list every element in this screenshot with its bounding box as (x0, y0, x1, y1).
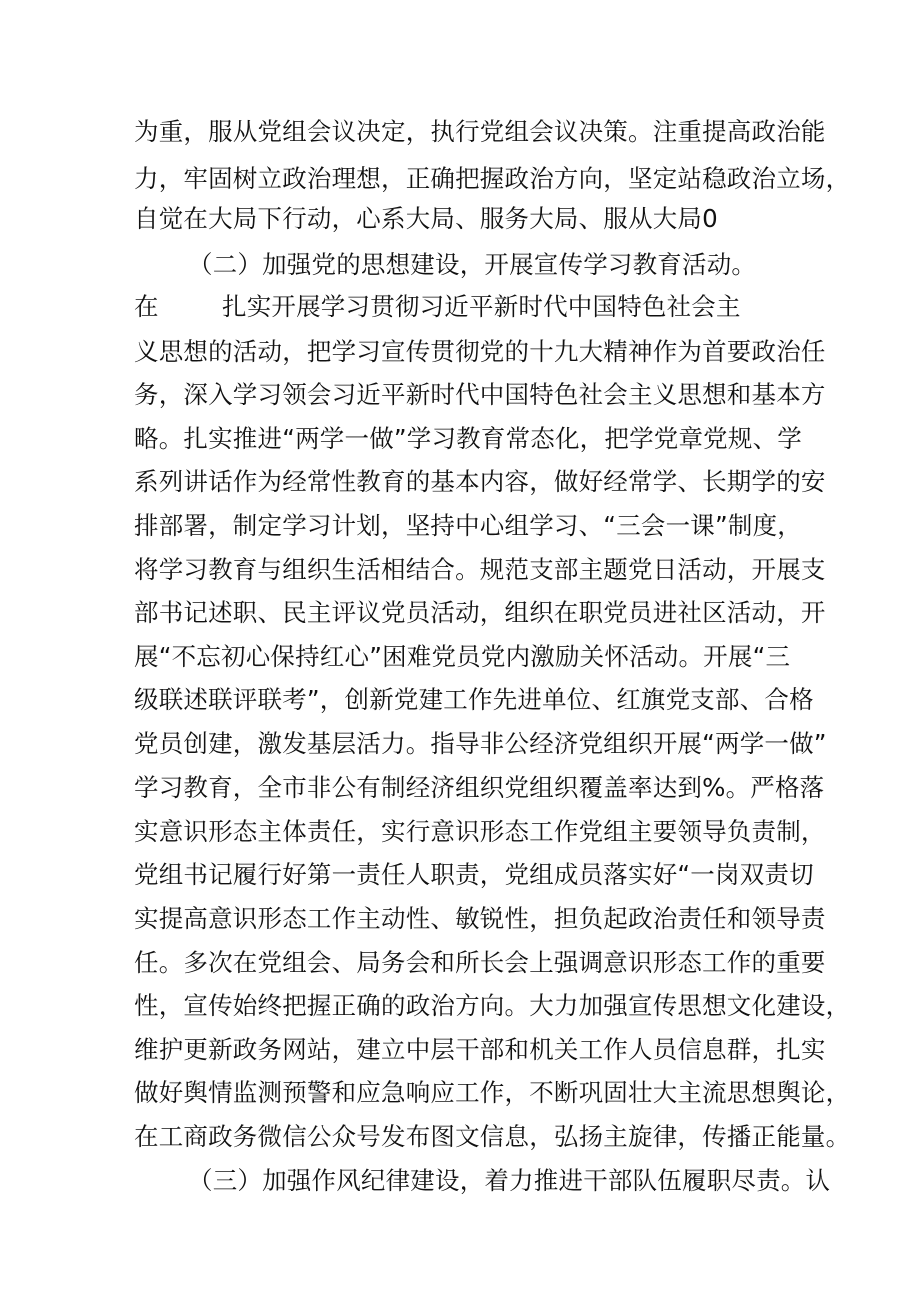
text-line: 学习教育，全市非公有制经济组织党组织覆盖率达到%。严格落 (134, 773, 825, 802)
text-line: 在工商政务微信公众号发布图文信息，弘扬主旋律，传播正能量。 (134, 1122, 851, 1151)
text-line: 为重，服从党组会议决定，执行党组会议决策。注重提高政治能 (134, 117, 826, 146)
text-line: 系列讲话作为经常性教育的基本内容，做好经常学、长期学的安 (134, 467, 826, 496)
text-line: 维护更新政务网站，建立中层干部和机关工作人员信息群，扎实 (134, 1035, 826, 1064)
text-line: 做好舆情监测预警和应急响应工作，不断巩固壮大主流思想舆论， (134, 1078, 851, 1107)
text-line: 力，牢固树立政治理想，正确把握政治方向，坚定站稳政治立场， (134, 164, 851, 193)
text-line: 务，深入学习领会习近平新时代中国特色社会主义思想和基本方 (134, 380, 826, 409)
text-line: 实提高意识形态工作主动性、敏锐性，担负起政治责任和领导责 (134, 904, 826, 933)
text-fragment: 扎实开展学习贯彻习近平新时代中国特色社会主 (222, 292, 741, 321)
text-line: 略。扎实推进“两学一做”学习教育常态化，把学党章党规、学 (134, 424, 802, 453)
section-heading: （三）加强作风纪律建设，着力推进干部队伍履职尽责。认 (188, 1166, 831, 1195)
text-line: 级联述联评联考”，创新党建工作先进单位、红旗党支部、合格 (134, 685, 814, 714)
text-line: 将学习教育与组织生活相结合。规范支部主题党日活动，开展支 (134, 555, 826, 584)
text-fragment: 在 (134, 292, 159, 321)
text-line: 自觉在大局下行动，心系大局、服务大局、服从大局0 (134, 204, 718, 233)
text-line: 实意识形态主体责任，实行意识形态工作党组主要领导负责制， (134, 817, 826, 846)
text-line: 党员创建，激发基层活力。指导非公经济党组织开展“两学一做” (134, 729, 827, 758)
text-line: 党组书记履行好第一责任人职责，党组成员落实好“一岗双责切 (134, 860, 814, 889)
text-line: 任。多次在党组会、局务会和所长会上强调意识形态工作的重要 (134, 948, 826, 977)
text-line: 义思想的活动，把学习宣传贯彻党的十九大精神作为首要政治任 (134, 337, 826, 366)
text-line: 排部署，制定学习计划，坚持中心组学习、“三会一课”制度， (134, 511, 802, 540)
text-line: 展“不忘初心保持红心”困难党员党内激励关怀活动。开展“三 (134, 642, 791, 671)
text-line: 部书记述职、民主评议党员活动，组织在职党员进社区活动，开 (134, 598, 826, 627)
text-line: 性，宣传始终把握正确的政治方向。大力加强宣传思想文化建设， (134, 991, 851, 1020)
section-heading: （二）加强党的思想建设，开展宣传学习教育活动。 (188, 250, 757, 279)
